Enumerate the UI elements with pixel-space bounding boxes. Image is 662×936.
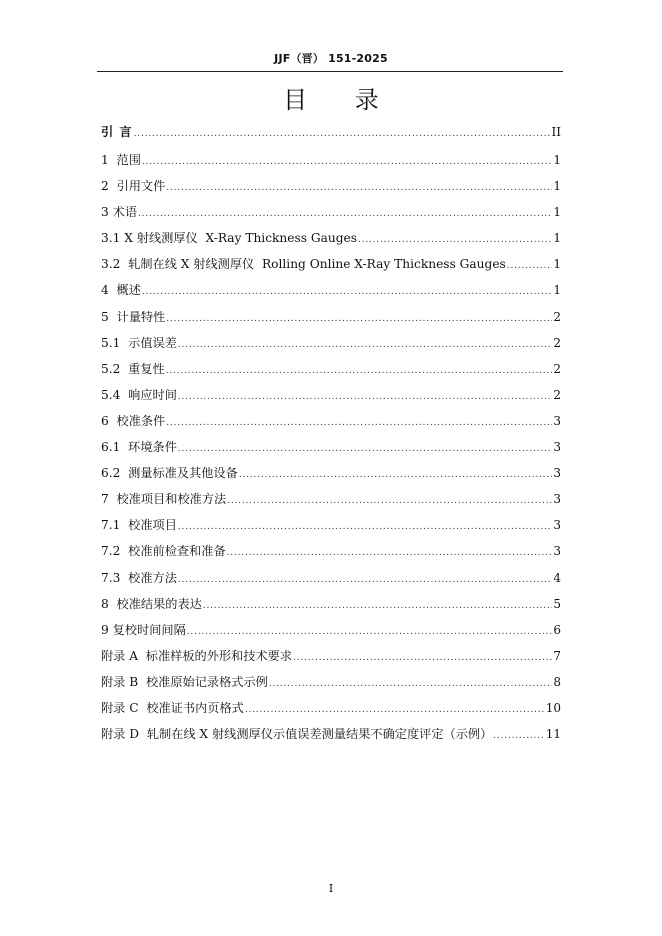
toc-entry[interactable]: [101, 568, 561, 594]
toc-entry[interactable]: [101, 228, 561, 254]
toc-entry-label: 7.2 校准前检查和准备: [101, 544, 226, 559]
toc-entry[interactable]: [101, 594, 561, 620]
toc-entry-page: 5: [553, 596, 561, 611]
toc-entry[interactable]: [101, 280, 561, 306]
toc-dot-leader: [178, 439, 552, 459]
toc-entry[interactable]: [101, 254, 561, 280]
toc-entry[interactable]: [101, 463, 561, 489]
toc-entry-label: 3 术语: [101, 205, 138, 220]
toc-entry-label: 附录 B 校准原始记录格式示例: [101, 674, 268, 689]
toc-entry[interactable]: [101, 122, 561, 150]
toc-entry-label: 4 概述: [101, 283, 141, 298]
toc-dot-leader: [507, 256, 553, 276]
toc-entry[interactable]: [101, 359, 561, 385]
toc-entry-label: 3.1 X 射线测厚仪 X-Ray Thickness Gauges: [101, 231, 357, 246]
toc-entry[interactable]: [101, 698, 561, 724]
toc-entry-page: 3: [553, 413, 561, 428]
toc-entry-page: 2: [553, 335, 561, 350]
toc-entry-label: 引 言: [101, 125, 133, 139]
table-of-contents: [101, 122, 561, 750]
toc-entry-label: 附录 C 校准证书内页格式: [101, 700, 244, 715]
toc-entry[interactable]: [101, 489, 561, 515]
toc-dot-leader: [138, 204, 552, 224]
toc-dot-leader: [142, 152, 552, 172]
toc-dot-leader: [166, 413, 552, 433]
toc-entry[interactable]: [101, 307, 561, 333]
toc-dot-leader: [269, 674, 553, 694]
toc-dot-leader: [166, 361, 553, 381]
toc-dot-leader: [178, 517, 552, 537]
toc-entry-page: 10: [545, 700, 561, 715]
toc-entry-page: 4: [553, 570, 561, 585]
toc-dot-leader: [203, 596, 553, 616]
toc-entry[interactable]: [101, 150, 561, 176]
toc-entry-page: 8: [553, 674, 561, 689]
toc-entry-label: 7.3 校准方法: [101, 570, 177, 585]
toc-entry-page: 1: [553, 257, 561, 272]
toc-entry-label: 8 校准结果的表达: [101, 596, 202, 611]
toc-entry-page: 1: [553, 179, 561, 194]
toc-entry[interactable]: [101, 541, 561, 567]
toc-entry[interactable]: [101, 333, 561, 359]
toc-entry-label: 7 校准项目和校准方法: [101, 492, 227, 507]
toc-entry-label: 6.1 环境条件: [101, 440, 177, 455]
page-number: I: [328, 882, 334, 895]
toc-entry-label: 3.2 轧制在线 X 射线测厚仪 Rolling Online X-Ray Thickness Gauges: [101, 257, 506, 272]
toc-dot-leader: [227, 491, 552, 511]
toc-dot-leader: [178, 387, 552, 407]
toc-dot-leader: [358, 230, 552, 250]
toc-entry-label: 6 校准条件: [101, 413, 166, 428]
toc-entry-page: 11: [545, 727, 561, 742]
toc-dot-leader: [227, 543, 553, 563]
toc-entry-page: 2: [553, 309, 561, 324]
toc-entry-page: 1: [553, 283, 561, 298]
toc-entry-label: 5 计量特性: [101, 309, 166, 324]
toc-dot-leader: [293, 648, 552, 668]
toc-entry[interactable]: [101, 646, 561, 672]
toc-entry-page: 2: [553, 387, 561, 402]
toc-entry-page: 3: [553, 440, 561, 455]
toc-entry-label: 6.2 测量标准及其他设备: [101, 466, 238, 481]
toc-entry[interactable]: [101, 385, 561, 411]
toc-entry-page: 1: [553, 231, 561, 246]
toc-entry-page: 3: [553, 466, 561, 481]
toc-dot-leader: [239, 465, 553, 485]
toc-entry-page: 3: [553, 544, 561, 559]
toc-dot-leader: [187, 622, 553, 642]
toc-entry-label: 附录 D 轧制在线 X 射线测厚仪示值误差测量结果不确定度评定（示例）: [101, 727, 493, 742]
toc-entry-label: 2 引用文件: [101, 179, 166, 194]
toc-dot-leader: [166, 309, 552, 329]
toc-entry-label: 5.1 示值误差: [101, 335, 177, 350]
standard-code-header: JJF（晋） 151-2025: [274, 52, 388, 65]
toc-dot-leader: [178, 570, 552, 590]
toc-entry-page: 1: [553, 153, 561, 167]
toc-entry[interactable]: [101, 202, 561, 228]
toc-entry-page: 2: [553, 361, 561, 376]
toc-dot-leader: [493, 726, 544, 746]
header-divider: [97, 71, 563, 72]
toc-dot-leader: [166, 178, 552, 198]
toc-entry-page: 7: [553, 648, 561, 663]
toc-dot-leader: [245, 700, 545, 720]
toc-entry[interactable]: [101, 724, 561, 750]
toc-entry-label: 7.1 校准项目: [101, 518, 177, 533]
toc-entry-page: 6: [553, 622, 561, 637]
toc-dot-leader: [142, 282, 552, 302]
toc-entry-label: 9 复校时间间隔: [101, 622, 186, 637]
toc-entry-page: 3: [553, 492, 561, 507]
toc-entry-page: 1: [553, 205, 561, 220]
toc-entry-label: 附录 A 标准样板的外形和技术要求: [101, 648, 293, 663]
toc-entry[interactable]: [101, 411, 561, 437]
toc-entry-label: 1 范围: [101, 153, 141, 167]
page-title: 目 录: [283, 86, 399, 114]
toc-entry[interactable]: [101, 515, 561, 541]
toc-entry-label: 5.2 重复性: [101, 361, 165, 376]
toc-entry[interactable]: [101, 620, 561, 646]
toc-entry[interactable]: [101, 176, 561, 202]
toc-entry-page: 3: [553, 518, 561, 533]
toc-entry[interactable]: [101, 437, 561, 463]
toc-entry-page: II: [551, 125, 561, 139]
toc-dot-leader: [134, 124, 551, 144]
toc-dot-leader: [178, 335, 552, 355]
toc-entry[interactable]: [101, 672, 561, 698]
toc-entry-label: 5.4 响应时间: [101, 387, 177, 402]
